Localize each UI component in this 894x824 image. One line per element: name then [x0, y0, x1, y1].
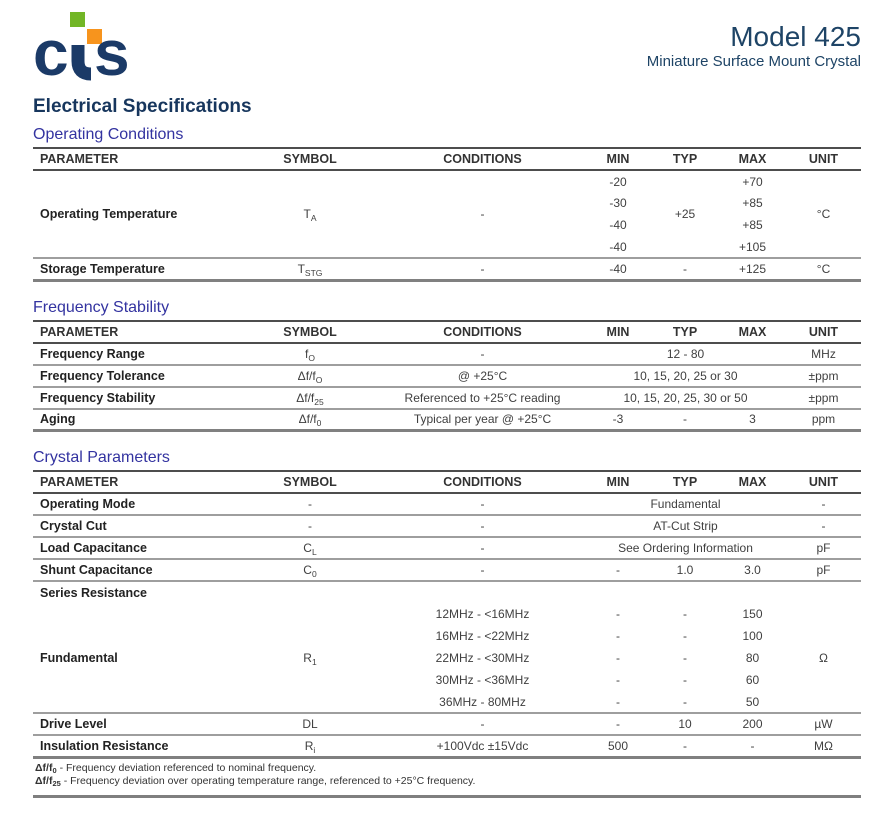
- col-conditions: CONDITIONS: [380, 321, 585, 343]
- footnote-1: Δf/f0 - Frequency deviation referenced to nominal frequency.: [35, 761, 317, 775]
- table-row: [33, 365, 861, 387]
- col-symbol: SYMBOL: [240, 471, 380, 493]
- typ-cell: -: [683, 629, 687, 643]
- table-row: [33, 343, 861, 365]
- min-cell: -: [616, 629, 620, 643]
- max-cell: 200: [719, 713, 786, 735]
- model-title: Model 425: [730, 21, 861, 52]
- table-row: [33, 603, 861, 625]
- symbol-cell: $\Delta f/f_{25}$: [240, 387, 380, 409]
- param-cell: Operating Temperature: [40, 207, 178, 221]
- logo-letter-c: c: [33, 17, 69, 82]
- symbol-cell: $T_A$: [303, 207, 317, 223]
- typ-cell: -: [683, 673, 687, 687]
- col-typ: TYP: [651, 321, 719, 343]
- param-cell: Load Capacitance: [33, 537, 240, 559]
- min-cell: -: [585, 713, 651, 735]
- min-cell: -: [616, 607, 620, 621]
- max-cell: +85: [742, 196, 763, 210]
- unit-cell: ppm: [786, 409, 861, 431]
- table-row: [33, 258, 861, 280]
- symbol-cell: -: [308, 497, 312, 511]
- param-cell: Insulation Resistance: [33, 735, 240, 757]
- table-row: [33, 387, 861, 409]
- min-cell: -: [585, 559, 651, 581]
- table-header-row: [33, 321, 861, 343]
- table-row: [33, 713, 861, 735]
- col-unit: UNIT: [786, 471, 861, 493]
- merged-value-cell: See Ordering Information: [585, 537, 786, 559]
- merged-value-cell: 10, 15, 20, 25, 30 or 50: [585, 387, 786, 409]
- min-cell: -20: [609, 174, 627, 189]
- col-conditions: CONDITIONS: [380, 471, 585, 493]
- col-min: MIN: [585, 471, 651, 493]
- unit-cell: -: [786, 515, 861, 537]
- typ-cell: 10: [651, 713, 719, 735]
- symbol-cell: $C_L$: [240, 537, 380, 559]
- table-row: [33, 537, 861, 559]
- typ-cell: -: [651, 409, 719, 431]
- max-cell: 150: [742, 607, 763, 621]
- symbol-cell: $\Delta f/f_0$: [240, 409, 380, 431]
- param-cell: Storage Temperature: [33, 258, 240, 280]
- conditions-cell: -: [380, 537, 585, 559]
- col-parameter: PARAMETER: [33, 471, 240, 493]
- unit-cell: °C: [816, 207, 831, 221]
- unit-cell: ±ppm: [786, 387, 861, 409]
- typ-cell: -: [683, 651, 687, 665]
- brand-bar: [33, 12, 861, 84]
- conditions-cell: Referenced to +25°C reading: [380, 387, 585, 409]
- unit-cell: µW: [786, 713, 861, 735]
- symbol-cell: $C_0$: [240, 559, 380, 581]
- unit-cell: pF: [786, 559, 861, 581]
- model-block: [647, 22, 861, 71]
- conditions-cell: Typical per year @ +25°C: [380, 409, 585, 431]
- param-cell: Operating Mode: [40, 497, 136, 511]
- symbol-cell: $T_{STG}$: [240, 258, 380, 280]
- min-cell: -40: [609, 218, 627, 232]
- min-cell: -30: [609, 196, 627, 210]
- col-parameter: PARAMETER: [33, 148, 240, 170]
- col-max: MAX: [719, 321, 786, 343]
- conditions-cell: -: [380, 713, 585, 735]
- max-cell: -: [719, 735, 786, 757]
- param-cell: Fundamental: [40, 650, 118, 665]
- unit-cell: MΩ: [786, 735, 861, 757]
- param-cell: Drive Level: [33, 713, 240, 735]
- min-cell: -: [616, 651, 620, 665]
- col-conditions: CONDITIONS: [380, 148, 585, 170]
- table-header-row: [33, 148, 861, 170]
- col-typ: TYP: [651, 148, 719, 170]
- conditions-cell: 22MHz - <30MHz: [435, 651, 530, 665]
- max-cell: +70: [742, 174, 763, 189]
- symbol-cell: -: [240, 515, 380, 537]
- max-cell: +85: [742, 218, 763, 232]
- merged-value-cell: 12 - 80: [666, 346, 705, 361]
- min-cell: -3: [585, 409, 651, 431]
- symbol-cell: DL: [240, 713, 380, 735]
- col-symbol: SYMBOL: [240, 321, 380, 343]
- conditions-cell: -: [480, 497, 485, 511]
- symbol-cell: $f_O$: [305, 346, 315, 363]
- unit-cell: °C: [786, 258, 861, 280]
- col-min: MIN: [585, 321, 651, 343]
- table-row: [33, 170, 861, 192]
- footnotes: [33, 759, 861, 798]
- typ-cell: -: [683, 607, 687, 621]
- table-row: [33, 735, 861, 757]
- table-header-row: [33, 471, 861, 493]
- param-cell: Crystal Cut: [33, 515, 240, 537]
- typ-cell: 1.0: [651, 559, 719, 581]
- section-title-operating-conditions: Operating Conditions: [33, 126, 184, 143]
- cts-logo-icon: [33, 12, 133, 82]
- max-cell: 100: [742, 629, 763, 643]
- max-cell: +125: [719, 258, 786, 280]
- merged-value-cell: 10, 15, 20, 25 or 30: [585, 365, 786, 387]
- logo-green-square-icon: [70, 12, 85, 27]
- merged-value-cell: Fundamental: [650, 497, 721, 511]
- table-row: [33, 559, 861, 581]
- col-max: MAX: [719, 471, 786, 493]
- conditions-cell: -: [380, 258, 585, 280]
- col-typ: TYP: [651, 471, 719, 493]
- typ-cell: +25: [674, 207, 696, 221]
- conditions-cell: -: [480, 346, 485, 361]
- conditions-cell: -: [380, 515, 585, 537]
- max-cell: 80: [745, 651, 760, 665]
- unit-cell: ±ppm: [786, 365, 861, 387]
- section-title-frequency-stability: Frequency Stability: [33, 298, 170, 316]
- section-title-crystal-parameters: Crystal Parameters: [33, 449, 170, 466]
- max-cell: 60: [745, 673, 760, 687]
- conditions-cell: +100Vdc ±15Vdc: [380, 735, 585, 757]
- param-cell: Frequency Tolerance: [33, 365, 240, 387]
- conditions-cell: -: [480, 207, 485, 221]
- table-row: [33, 409, 861, 431]
- param-cell: Aging: [33, 409, 240, 431]
- conditions-cell: @ +25°C: [380, 365, 585, 387]
- min-cell: -: [616, 673, 620, 687]
- table-row: [33, 515, 861, 537]
- param-cell: Shunt Capacitance: [33, 559, 240, 581]
- conditions-cell: -: [380, 559, 585, 581]
- typ-cell: -: [651, 735, 719, 757]
- unit-cell: -: [821, 497, 826, 511]
- col-unit: UNIT: [786, 321, 861, 343]
- col-parameter: PARAMETER: [33, 321, 240, 343]
- model-subtitle: Miniature Surface Mount Crystal: [646, 53, 861, 70]
- col-unit: UNIT: [786, 148, 861, 170]
- min-cell: -40: [585, 258, 651, 280]
- max-cell: 50: [745, 694, 760, 709]
- conditions-cell: 12MHz - <16MHz: [435, 607, 530, 621]
- unit-cell: pF: [786, 537, 861, 559]
- empty-cell: [240, 581, 861, 603]
- crystal-parameters-table: [33, 470, 861, 759]
- min-cell: -40: [609, 239, 627, 254]
- conditions-cell: 30MHz - <36MHz: [435, 673, 530, 687]
- max-cell: +105: [738, 239, 767, 254]
- conditions-cell: 16MHz - <22MHz: [435, 629, 530, 643]
- min-cell: -: [616, 694, 620, 709]
- col-max: MAX: [719, 148, 786, 170]
- table-row: [33, 493, 861, 515]
- conditions-cell: 36MHz - 80MHz: [439, 694, 526, 709]
- param-cell: Frequency Stability: [33, 387, 240, 409]
- typ-cell: -: [651, 258, 719, 280]
- merged-value-cell: AT-Cut Strip: [585, 515, 786, 537]
- min-cell: 500: [585, 735, 651, 757]
- col-min: MIN: [585, 148, 651, 170]
- logo-letter-t-stem: [78, 45, 91, 74]
- symbol-cell: $R_1$: [303, 650, 317, 667]
- col-symbol: SYMBOL: [240, 148, 380, 170]
- page-title: Electrical Specifications: [33, 96, 252, 117]
- footnote-2: Δf/f25 - Frequency deviation over operating temperature range, referenced to +25°C frequency.: [35, 774, 476, 788]
- max-cell: 3.0: [719, 559, 786, 581]
- unit-cell: Ω: [819, 650, 828, 665]
- logo-letter-s: s: [94, 17, 130, 82]
- symbol-cell: $R_i$: [240, 735, 380, 757]
- unit-cell: MHz: [811, 346, 836, 361]
- typ-cell: -: [683, 694, 687, 709]
- param-cell: Series Resistance: [33, 581, 240, 603]
- frequency-stability-table: [33, 320, 861, 433]
- symbol-cell: $\Delta f/f_O$: [240, 365, 380, 387]
- operating-conditions-table: [33, 147, 861, 282]
- param-cell: Frequency Range: [40, 346, 145, 361]
- max-cell: 3: [719, 409, 786, 431]
- table-row-group-label: [33, 581, 861, 603]
